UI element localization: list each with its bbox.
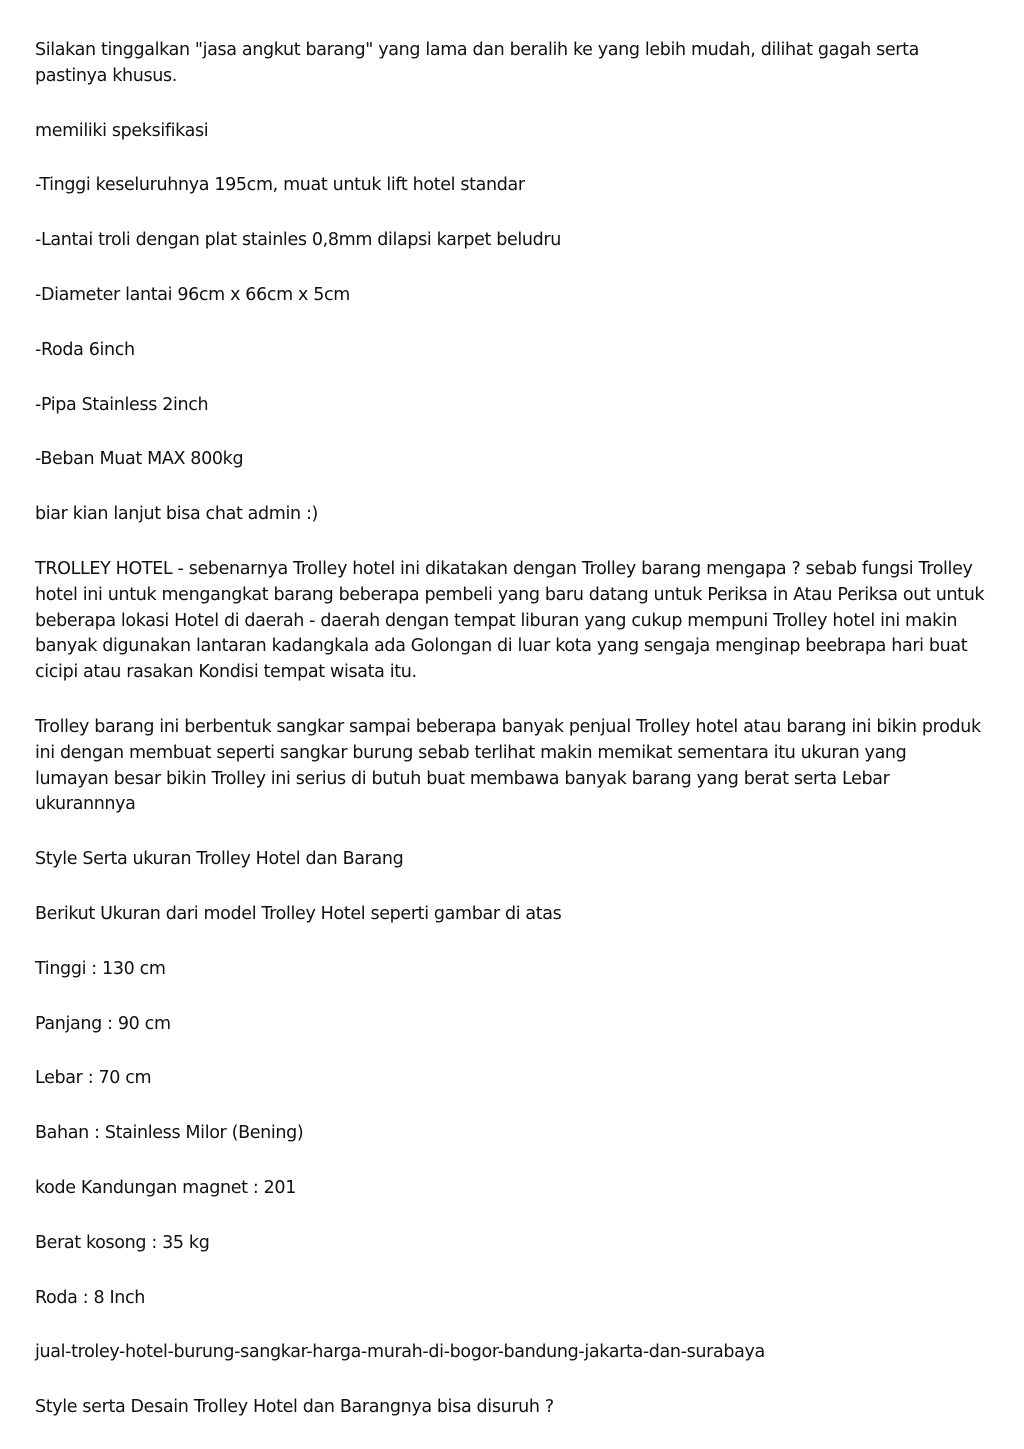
size-intro: Berikut Ukuran dari model Trolley Hotel seperti gambar di atas <box>35 903 562 924</box>
size-item-wheel: Roda : 8 Inch <box>35 1287 146 1308</box>
spec-item-wheel: -Roda 6inch <box>35 339 135 360</box>
document-body <box>35 38 985 1421</box>
trolley-barang-paragraph: Trolley barang ini berbentuk sangkar sampai beberapa banyak penjual Trolley hotel atau barang ini bikin produk ini dengan membuat seperti sangkar burung sebab terlihat makin memikat sementara itu ukuran yang lumayan besar bikin Trolley ini serius di butuh buat membawa banyak barang yang berat serta Lebar ukurannnya <box>35 716 981 815</box>
intro-paragraph: Silakan tinggalkan "jasa angkut barang" yang lama dan beralih ke yang lebih mudah, dilihat gagah serta pastinya khusus. <box>35 40 919 86</box>
size-item-width: Lebar : 70 cm <box>35 1068 152 1089</box>
size-item-material: Bahan : Stainless Milor (Bening) <box>35 1123 304 1144</box>
spec-heading: memiliki speksifikasi <box>35 120 209 141</box>
size-item-height: Tinggi : 130 cm <box>35 958 166 979</box>
slug-line: jual-troley-hotel-burung-sangkar-harga-murah-di-bogor-bandung-jakarta-dan-surabaya <box>35 1342 765 1363</box>
spec-item-load: -Beban Muat MAX 800kg <box>35 449 244 470</box>
spec-item-floor: -Lantai troli dengan plat stainles 0,8mm dilapsi karpet beludru <box>35 230 562 251</box>
spec-item-height: -Tinggi keseluruhnya 195cm, muat untuk lift hotel standar <box>35 175 525 196</box>
trolley-hotel-paragraph: TROLLEY HOTEL - sebenarnya Trolley hotel ini dikatakan dengan Trolley barang mengapa ? sebab fungsi Trolley hotel ini untuk mengangkat barang beberapa pembeli yang baru datang untuk Periksa in Atau Periksa out untuk beberapa lokasi Hotel di daerah - daerah dengan tempat liburan yang cukup mempuni Trolley hotel ini makin banyak digunakan lantaran kadangkala ada Golongan di luar kota yang sengaja menginap beebrapa hari buat cicipi atau rasakan Kondisi tempat wisata itu. <box>35 558 985 683</box>
size-item-magnet-code: kode Kandungan magnet : 201 <box>35 1177 296 1198</box>
size-heading: Style Serta ukuran Trolley Hotel dan Barang <box>35 849 404 870</box>
spec-item-pipe: -Pipa Stainless 2inch <box>35 394 209 415</box>
spec-item-diameter: -Diameter lantai 96cm x 66cm x 5cm <box>35 284 351 305</box>
size-item-empty-weight: Berat kosong : 35 kg <box>35 1232 210 1253</box>
design-question: Style serta Desain Trolley Hotel dan Barangnya bisa disuruh ? <box>35 1397 554 1418</box>
size-item-length: Panjang : 90 cm <box>35 1013 171 1034</box>
contact-note: biar kian lanjut bisa chat admin :) <box>35 504 318 525</box>
